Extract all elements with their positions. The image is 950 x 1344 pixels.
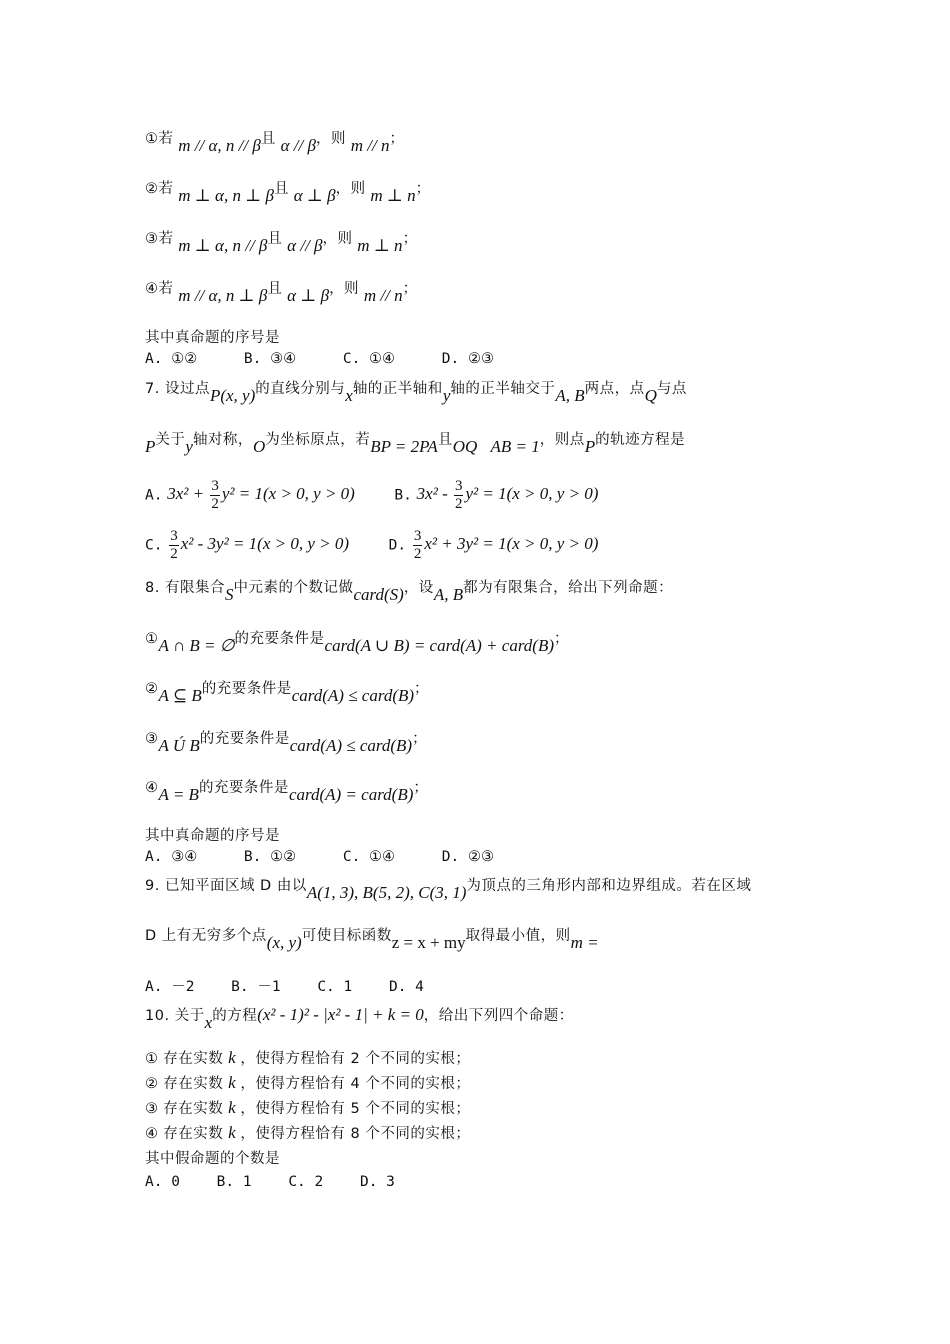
q8-options: [145, 849, 494, 865]
q10-option-c: C. 2: [288, 1174, 324, 1190]
q7-option-c: $\frac{3}{2}$ x² - 3y² = 1(x > 0, y > 0): [170, 528, 350, 562]
q6-item-3: ③若 m ⊥ α, n // β且 α // β，则 m ⊥ n；: [145, 231, 418, 255]
q9-stem-line2: D 上有无穷多个点(x, y)可使目标函数z = x + my取得最小值，则m =: [145, 928, 599, 952]
q8-prompt: 其中真命题的序号是: [145, 828, 280, 844]
q8-item-1: ①A ∩ B = ∅的充要条件是card(A ∪ B) = card(A) + card(B)；: [145, 631, 570, 655]
q9-option-d: D. 4: [388, 979, 424, 995]
fraction: $\frac{3}{2}$: [170, 528, 178, 562]
q10-item-4: ④ 存在实数 k ，使得方程恰有 8 个不同的实根；: [145, 1123, 471, 1142]
q8-item-4: ④A = B的充要条件是card(A) = card(B)；: [145, 780, 429, 804]
q10-prompt: 其中假命题的个数是: [145, 1151, 280, 1167]
q6-option-a: A. ①②: [145, 351, 198, 367]
q6-prompt: 其中真命题的序号是: [145, 330, 280, 346]
q10-options: [145, 1174, 395, 1190]
q6-item-4: ④若 m // α, n ⊥ β且 α ⊥ β，则 m // n；: [145, 281, 418, 305]
q7-option-a: 3x² + $\frac{3}{2}$ y² = 1(x > 0, y > 0): [167, 478, 355, 512]
q8-item-3: ③A Ú B的充要条件是card(A) ≤ card(B)；: [145, 731, 428, 755]
q6-options: [145, 351, 494, 367]
fraction: $\frac{3}{2}$: [413, 528, 422, 562]
q8-item-2: ②A ⊆ B的充要条件是card(A) ≤ card(B)；: [145, 681, 430, 705]
q8-option-b: B. ①②: [243, 849, 297, 865]
q9-option-c: C. 1: [317, 979, 353, 995]
q7-options-row1: A. 3x² + $\frac{3}{2}$ y² = 1(x > 0, y > 0) B. 3x² - $\frac{3}{2}$ y² = 1(x > 0, y > 0): [145, 478, 599, 512]
q7-stem-line1: 7. 设过点P(x, y)的直线分别与x轴的正半轴和y轴的正半轴交于A, B两点，点Q与点: [145, 381, 687, 405]
q7-option-d: $\frac{3}{2}$ x² + 3y² = 1(x > 0, y > 0): [413, 528, 599, 562]
q9-options: [145, 975, 424, 996]
q7-option-b: 3x² - $\frac{3}{2}$ y² = 1(x > 0, y > 0): [416, 478, 599, 512]
q10-option-a: A. 0: [145, 1174, 180, 1190]
q10-stem: 10. 关于x的方程(x² - 1)² - |x² - 1| + k = 0，给出下列四个命题：: [145, 1005, 574, 1032]
q9-option-a: A. －2: [145, 979, 195, 995]
fraction: $\frac{3}{2}$: [454, 478, 463, 512]
q6-option-c: C. ①④: [342, 351, 396, 367]
q10-item-1: ① 存在实数 k ，使得方程恰有 2 个不同的实根；: [145, 1048, 471, 1067]
q10-item-3: ③ 存在实数 k ，使得方程恰有 5 个不同的实根；: [145, 1098, 471, 1117]
q8-option-a: A. ③④: [145, 849, 198, 865]
q8-stem: 8. 有限集合S中元素的个数记做card(S)，设A, B都为有限集合，给出下列命题：: [145, 580, 674, 604]
q6-item-1: ①若 m // α, n // β且 α // β，则 m // n；: [145, 131, 405, 155]
q10-item-2: ② 存在实数 k ，使得方程恰有 4 个不同的实根；: [145, 1073, 471, 1092]
q9-stem-line1: 9. 已知平面区域 D 由以A(1, 3), B(5, 2), C(3, 1)为顶点的三角形内部和边界组成。若在区域: [145, 878, 752, 902]
q10-option-b: B. 1: [216, 1174, 252, 1190]
q7-options-row2: C. $\frac{3}{2}$ x² - 3y² = 1(x > 0, y > 0) D. $\frac{3}{2}$ x² + 3y² = 1(x > 0, y > 0): [145, 528, 599, 562]
q9-option-b: B. －1: [231, 979, 281, 995]
q10-option-d: D. 3: [359, 1174, 395, 1190]
q8-option-d: D. ②③: [441, 849, 494, 865]
q6-option-d: D. ②③: [441, 351, 494, 367]
q6-item-2: ②若 m ⊥ α, n ⊥ β且 α ⊥ β，则 m ⊥ n；: [145, 181, 431, 205]
q7-stem-line2: P关于y轴对称，O为坐标原点，若BP = 2PA且OQ⃞AB = 1，则点P的轨迹方程是: [145, 432, 686, 456]
q8-option-c: C. ①④: [342, 849, 396, 865]
fraction: $\frac{3}{2}$: [211, 478, 219, 512]
q6-option-b: B. ③④: [243, 351, 297, 367]
